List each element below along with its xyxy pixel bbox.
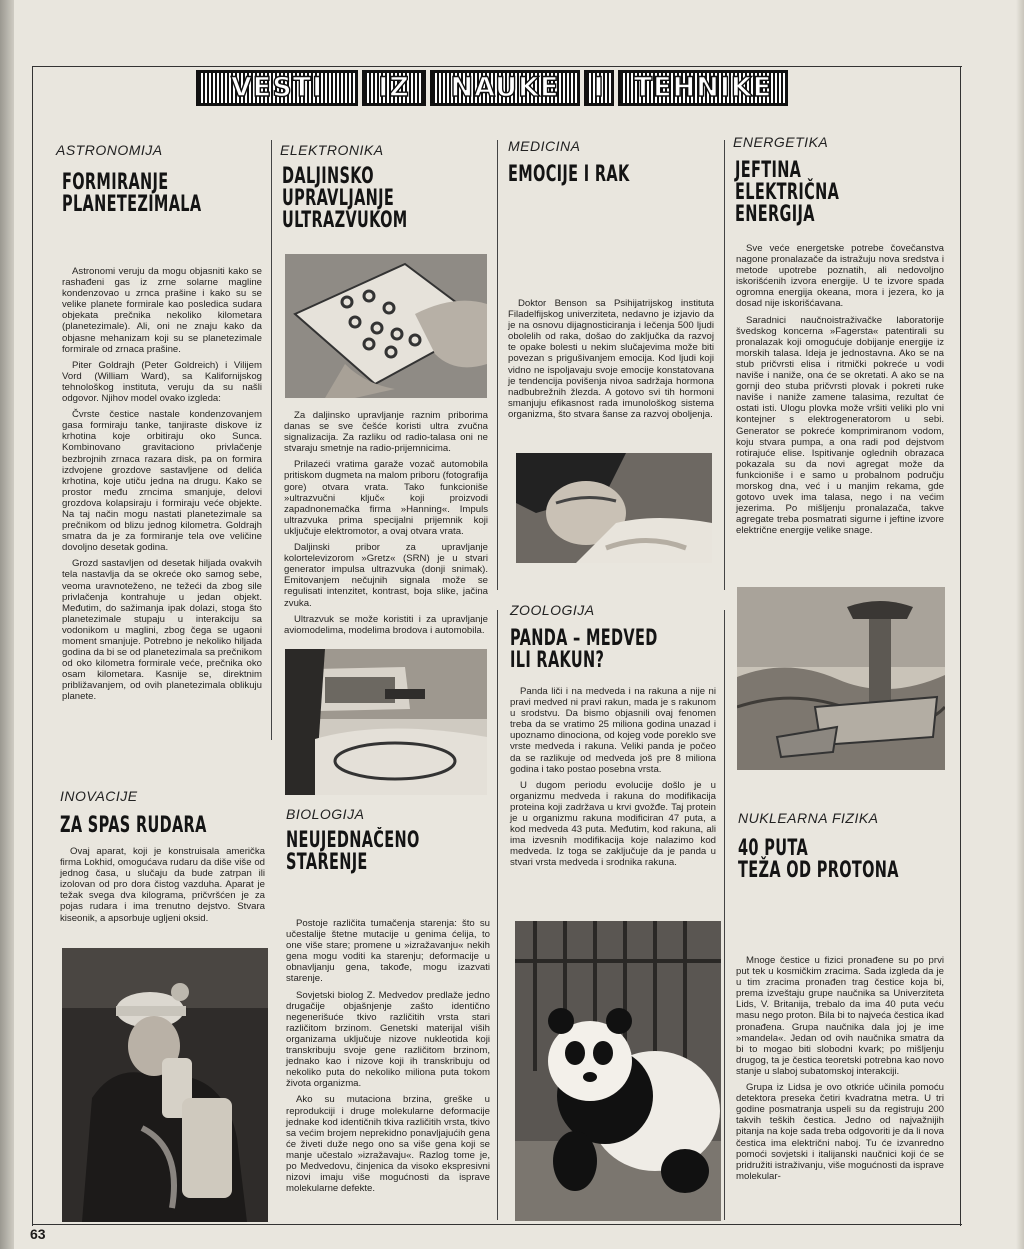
section-label-inovacije: INOVACIJE [60, 788, 138, 804]
banner-word-tehnike [618, 70, 788, 106]
headline-medicina: EMOCIJE I RAK [508, 162, 630, 187]
headline-line: ELEKTRIČNA [735, 180, 840, 205]
banner-title [196, 70, 788, 106]
banner-word-text: VESTI [230, 72, 324, 103]
photo-ultrasonic-remote-control [285, 254, 487, 398]
frame-line-left [32, 66, 33, 1226]
paragraph: Sovjetski biolog Z. Medvedov predlaže jedno drugačije objašnjenje zašto identično negenerišuće tkivo različitih vrsta stari različitom brzinom. Genetski materijal viših organizama uključuje nizove nukleotida koji transkribuju svoje gene različitom brzinom, jednako kao i nizove koji ih transkribuju od nekoliko puta do nekoliko miliona puta tokom života organizma. [286, 989, 490, 1090]
headline-inovacije: ZA SPAS RUDARA [60, 813, 207, 838]
paragraph: Ovaj aparat, koji je konstruisala američka firma Lokhid, omogućava rudaru da diše više od jednog časa, u slučaju da bude zatrpan ili izolovan od pro dora čistog vazduha. Aparat je težak svega dva kilograma, pričvršćen je za pojas rudara i ima trenutno dejstvo. Stvara kiseonik, a apsorbuje ugljeni oksid. [60, 846, 265, 924]
page-right-edge [1016, 0, 1024, 1249]
paragraph: Astronomi veruju da mogu objasniti kako se rashađeni gas iz zrne solarne magline kondenzovao u zrnca prašine i kako su se velike planete formirale kao posledica sudara objekata prečnika nekoliko kilometara (planetezimale). Ali, oni ne znaju kako da objasne mehanizam koji su se planetezimale formirale od zrnaca prašine. [62, 266, 262, 355]
headline-line: 40 PUTA [738, 836, 809, 861]
column-divider [271, 140, 272, 740]
photo-giant-panda [515, 921, 721, 1221]
headline-line: ULTRAZVUKOM [282, 208, 408, 233]
banner-word-text: IZ [378, 72, 410, 103]
paragraph: Ako su mutaciona brzina, greške u reprodukciji i druge molekularne deformacije jednake kod identičnih tkiva različitih vrsta, tkivo sa većim brojem neprekidno ponavljajućih gena će živeti duže nego ono sa više gena koji se manje učestalo »izražavaju«. Razlog tome je, po Medvedovu, činjenica da visoko ekspresivni nizovi imaju više mogućnosti da isprave molekularne defekte. [286, 1094, 490, 1195]
paragraph: Saradnici naučnoistraživačke laboratorije švedskog koncerna »Fagersta« patentirali su pronalazak koji omogućuje dobijanje energije iz morskih talasa. Ideja je jednostavna. Ako se na stub pričvrsti elisa i ritmički pokreće u vodi naviše i naniže, ona će se okretati. A ako se na gornji deo stuba pričvrsti plovak i pokreti ruke naviše i naniže zamene talasima, rezultat će ostati isti. Ulogu plovka može vršiti veliki plo vni kontejner s elektrogeneratorom u sebi. Generator se pokreće komprimiranom vodom, koju stvara pumpa, a ona radi pod dejstvom rotirajuće elise. Ispitivanje oglednih obrazaca pokazala su da novi agregat može da funkcioniše i e samo u probalnom području morskog dna, već i u manjim rekama, gde gotovo uvek ima talasa, nego i na većim jezerima. Po mišljenju pronalazača, takve agregate treba posmatrati sigurne i jeftine izvore električne energije velike snage. [736, 314, 944, 537]
column-divider [497, 140, 498, 590]
photo-car-dashboard-garage [285, 649, 487, 795]
paragraph: Sve veće energetske potrebe čovečanstva nagone pronalazače da istražuju nova sredstva i metode upotrebe poznatih, ali nedovoljno iskorišćenih izvora energije. U te izvore spada ogromna energija okeana, mora i jezera, ko ja dosad nije iskorišćavana. [736, 243, 944, 310]
headline-line: DALJINSKO [282, 164, 374, 189]
column-divider [497, 610, 498, 1220]
section-label-medicina: MEDICINA [508, 138, 581, 154]
article-body-elektronika [284, 410, 488, 641]
section-label-elektronika: ELEKTRONIKA [280, 142, 384, 158]
paragraph: U dugom periodu evolucije došlo je u organizmu medveda i rakuna do modifikacija proteina koji zadržava u krvi gvožđe. Taj protein je u organizmu rakuna modificiran 47 puta, a kod medveda 43 puta. Međutim, kod rakuna, ali ima izvesnih modifikacija koje nalazimo kod medveda. Iz toga se zaključuje da je panda u stvari vrsta medveda i srodnika rakuna. [510, 779, 716, 869]
section-label-zoologija: ZOOLOGIJA [510, 602, 595, 618]
frame-line-top [32, 66, 962, 67]
page-binding-edge [0, 0, 14, 1249]
column-divider [724, 140, 725, 590]
article-body-medicina [508, 298, 714, 425]
section-label-energetika: ENERGETIKA [733, 134, 829, 150]
paragraph: Daljinski pribor za upravljanje kolortelevizorom »Gretz« (SRN) je u stvari generator impulsa ultrazvuka (donji snimak). Emitovanjem nečujnih signala može se regulisati intenzitet, kontrast, boja slike, jačina zvuka. [284, 542, 488, 609]
paragraph: Postoje različita tumačenja starenja: što su učestalije štetne mutacije u genima ćelija, to one više stare; promene u »izražavanju« nekih gena mogu voditi ka starenju; deformacije u obnavljanju gena, takođe, mogu izazvati starenje. [286, 918, 490, 985]
paragraph: Čvrste čestice nastale kondenzovanjem gasa formiraju tanke, tanjiraste diskove iz krhotina koje orbitiraju oko Sunca. Kombinovano gravitaciono privlačenje bezbrojnih zrnaca razara disk, pa on formira izdvojene grozdove sastavljene od delića krhotina, koje utiču jedna na drugu. Kako se prostor među zrncima smanjuje, delovi grozdova kolapsiraju i formiraju veće objekte. Na taj način mogu nastati planetezimale sa prečnikom od blizu jednog kilometra. Goldrajh smatra da je za formiranje tela ove veličine dovoljno desetak godina. [62, 409, 262, 554]
banner-word-vesti [196, 70, 358, 106]
headline-line: JEFTINA [735, 158, 802, 183]
paragraph: Grozd sastavljen od desetak hiljada ovakvih tela nastavlja da se okreće oko samog sebe, veoma uravnoteženo, ne težeći da zbog sile privlačenja kontrahuje u jedan objekt. Međutim, do sažimanja ipak dolazi, stoga što planetezimale stupaju u interakciju sa vodonikom u maglini, zbog čega se ugaoni moment smanjuje. Potrebno je nekoliko hiljada godina da bi se od planetezimala sa prečnikom od oko kilometra formirale veće, prečnika oko osam kilometara. Kasnije se, direktnim približavanjem, od ovih planetezimala oblikuju planete. [62, 558, 262, 703]
headline-astronomija [62, 172, 201, 216]
photo-woman-resting [516, 453, 712, 563]
banner-word-iz [362, 70, 426, 106]
banner-word-nauke [430, 70, 580, 106]
paragraph: Doktor Benson sa Psihijatrijskog instituta Filadelfijskog univerziteta, nedavno je izjavio da je na osnovu dijagnosticiranja i lečenja 500 ljudi obolelih od raka, došao do zaključka da razvoj te opake bolesti u nekim slučajevima može biti povezan s prigušivanjem emocija. Kod ljudi koji vidno ne ispoljavaju svoje emocije konstatovana je tendencija povišenja nivoa sadržaja hormona nadbubrežnih žlezda. A gotovo svi tih hormoni smanjuju efikasnost rada imunološkog sistema organizma, što stvara šanse za razvoj oboljenja. [508, 298, 714, 420]
article-body-inovacije [60, 846, 265, 929]
headline-nuklearna-fizika [738, 838, 899, 882]
photo-wave-energy-device [737, 587, 945, 770]
paragraph: Prilazeći vratima garaže vozač automobila pritiskom dugmeta na malom priboru (fotografija gore) otvara vrata. Tako funkcioniše »ultrazvučni ključ« koji proizvodi zapadnonemačka firma »Hanning«. Impuls ultrazvuka prima specijalni prijemnik koji uključuje elektromotor, a ovaj otvara vrata. [284, 459, 488, 537]
headline-line: PLANETEZIMALA [62, 192, 202, 217]
headline-line: NEUJEDNAČENO [286, 828, 420, 853]
headline-energetika [735, 160, 839, 226]
headline-biologija [286, 830, 420, 874]
paragraph: Piter Goldrajh (Peter Goldreich) i Vilijem Vord (William Ward), sa Kalifornijskog tehnološkog instituta, veruju da su našli odgovor. Njihov model ovako izgleda: [62, 359, 262, 405]
banner-word-text: TEHNIKE [633, 72, 773, 103]
headline-line: ENERGIJA [735, 202, 815, 227]
headline-zoologija [510, 628, 658, 672]
paragraph: Mnoge čestice u fizici pronađene su po prvi put tek u kosmičkim zracima. Sada izgleda da je u tim zracima pronađen trag čestice koja bi, prema izveštaju grupe naučnika sa Univerziteta Lids, V. Britanija, trebalo da ima 40 puta veću masu nego proton. Bila bi to najveća čestica ikad pronađena. Grupa naučnika dala joj je ime »mandela«. Jedan od ovih naučnika smatra da bi to mogao biti slobodni kvark; po mišljenju drugog, ta je čestica teoretski potrebna kao novo stanje u slaboj subatomskoj interakciji. [736, 955, 944, 1077]
article-body-nuklearna-fizika [736, 955, 944, 1187]
banner-word-text: I [593, 72, 605, 103]
banner-word-i [584, 70, 614, 106]
article-body-zoologija [510, 686, 716, 874]
photo-miner-with-breathing-device [62, 948, 268, 1222]
headline-line: UPRAVLJANJE [282, 186, 395, 211]
paragraph: Za daljinsko upravljanje raznim priborima danas se sve češće koristi ultra zvučna signalizacija. Za razliku od radio-talasa oni ne stvaraju smetnje na radio-prijemnicima. [284, 410, 488, 455]
frame-line-bottom [32, 1224, 962, 1225]
headline-line: ILI RAKUN? [510, 648, 605, 673]
headline-line: FORMIRANJE [62, 170, 169, 195]
headline-line: STARENJE [286, 850, 368, 875]
section-label-biologija: BIOLOGIJA [286, 806, 365, 822]
section-label-astronomija: ASTRONOMIJA [56, 142, 163, 158]
paragraph: Panda liči i na medveda i na rakuna a nije ni pravi medved ni pravi rakun, mada je s rakunom u srodstvu. Da bismo objasnili ovaj fenomen treba da se vratimo 25 miliona godina unazad i upoznamo dinociona, od kojeg vode poreklo sve vrste medveda i rakuna. Veliki panda je počeo da se razlikuje od medveda još pre 8 miliona godina i tako postao posebna vrsta. [510, 686, 716, 775]
headline-elektronika [282, 166, 408, 232]
section-label-nuklearna-fizika: NUKLEARNA FIZIKA [738, 810, 879, 826]
article-body-biologija [286, 918, 490, 1199]
banner-word-text: NAUKE [450, 72, 560, 103]
frame-line-right [960, 66, 961, 1226]
column-divider [724, 610, 725, 1220]
headline-line: PANDA – MEDVED [510, 626, 658, 651]
headline-line: TEŽA OD PROTONA [738, 858, 899, 883]
paragraph: Grupa iz Lidsa je ovo otkriće učinila pomoću detektora preseka četiri kvadratna metra. U tri godine posmatranja uspeli su da registruju 200 takvih teških čestica. Jedno od najvažnijih pitanja na koje sada treba odgovoriti je da li nova čestica ima električni naboj. Tu će izvanredno pomoći sovjetski i italijanski naučnici koji će se pridružiti istraživanju, više mogućnosti da isprave molekular- [736, 1082, 945, 1182]
article-body-energetika [736, 243, 944, 541]
paragraph: Ultrazvuk se može koristiti i za upravljanje aviomodelima, modelima brodova i automobila. [284, 613, 488, 636]
page-number: 63 [30, 1226, 46, 1242]
article-body-astronomija [62, 266, 262, 708]
